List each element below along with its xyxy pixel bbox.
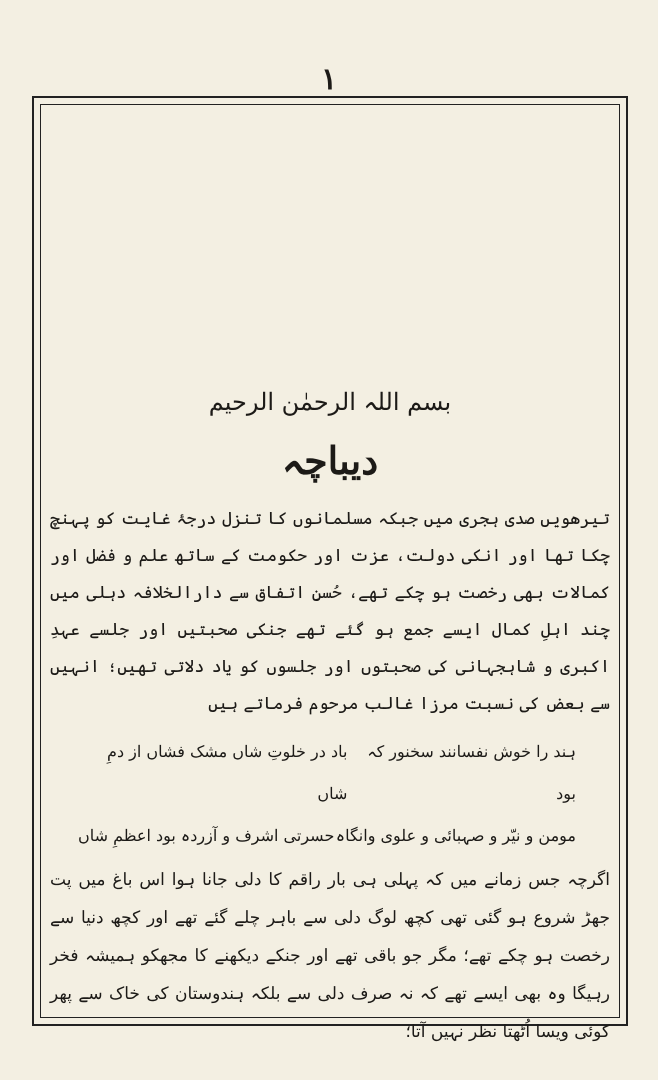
verse-couplet xyxy=(44,815,616,857)
basmala-heading: بسم اللہ الرحمٰن الرحیم xyxy=(208,388,452,416)
verse-hemistich-left: باد در خلوتِ شاں مشک فشاں از دمِ شاں xyxy=(107,742,348,803)
verse-hemistich-right: مومن و نیّر و صہبائی و علوی وانگاہ xyxy=(335,826,576,845)
page-number: ١ xyxy=(320,62,338,97)
verse-hemistich-left: حسرتی اشرف و آزردہ بود اعظمِ شاں xyxy=(78,826,335,845)
verse-couplet xyxy=(44,731,616,815)
paragraph-2: اگرچہ جس زمانے میں کہ پہلی ہی بار راقم کا دلی جانا ہوا اس باغ میں پت جھڑ شروع ہو گئی تھی کچھ لوگ دلی سے باہر چلے گئے تھے اور کچھ دنیا سے رخصت ہو چکے تھے؛ مگر جو باقی تھے اور جنکے دیکھنے کا مجھکو ہمیشہ فخر رہیگا وہ بھی ایسے تھے کہ نہ صرف دلی سے بلکہ ہندوستان کی خاک سے پھر کوئی ویسا اُٹھتا نظر نہیں آتا؛ xyxy=(50,870,610,1042)
verse-hemistich-right: ہند را خوش نفسانند سخنور کہ بود xyxy=(367,742,576,803)
verse-block xyxy=(44,731,616,857)
page-title: دیباچہ xyxy=(281,438,379,483)
paragraph-1: تیرھویں صدی ہجری میں جبکہ مسلمانوں کا تنزل درجۂ غایت کو پہنچ چکا تھا اور انکی دولت، عزت اور حکومت کے ساتھ علم و فضل اور کمالات بھی رخصت ہو چکے تھے، حُسنِ اتفاق سے دارالخلافہ دہلی میں چند اہلِ کمال ایسے جمع ہو گئے تھے جنکی صحبتیں اور جلسے عہدِ اکبری و شاہجہانی کی صحبتوں اور جلسوں کو یاد دلاتی تھیں؛ انہیں سے بعض کی نسبت مرزا غالب مرحوم فرماتے ہیں xyxy=(50,509,610,714)
page-content xyxy=(44,380,616,1051)
